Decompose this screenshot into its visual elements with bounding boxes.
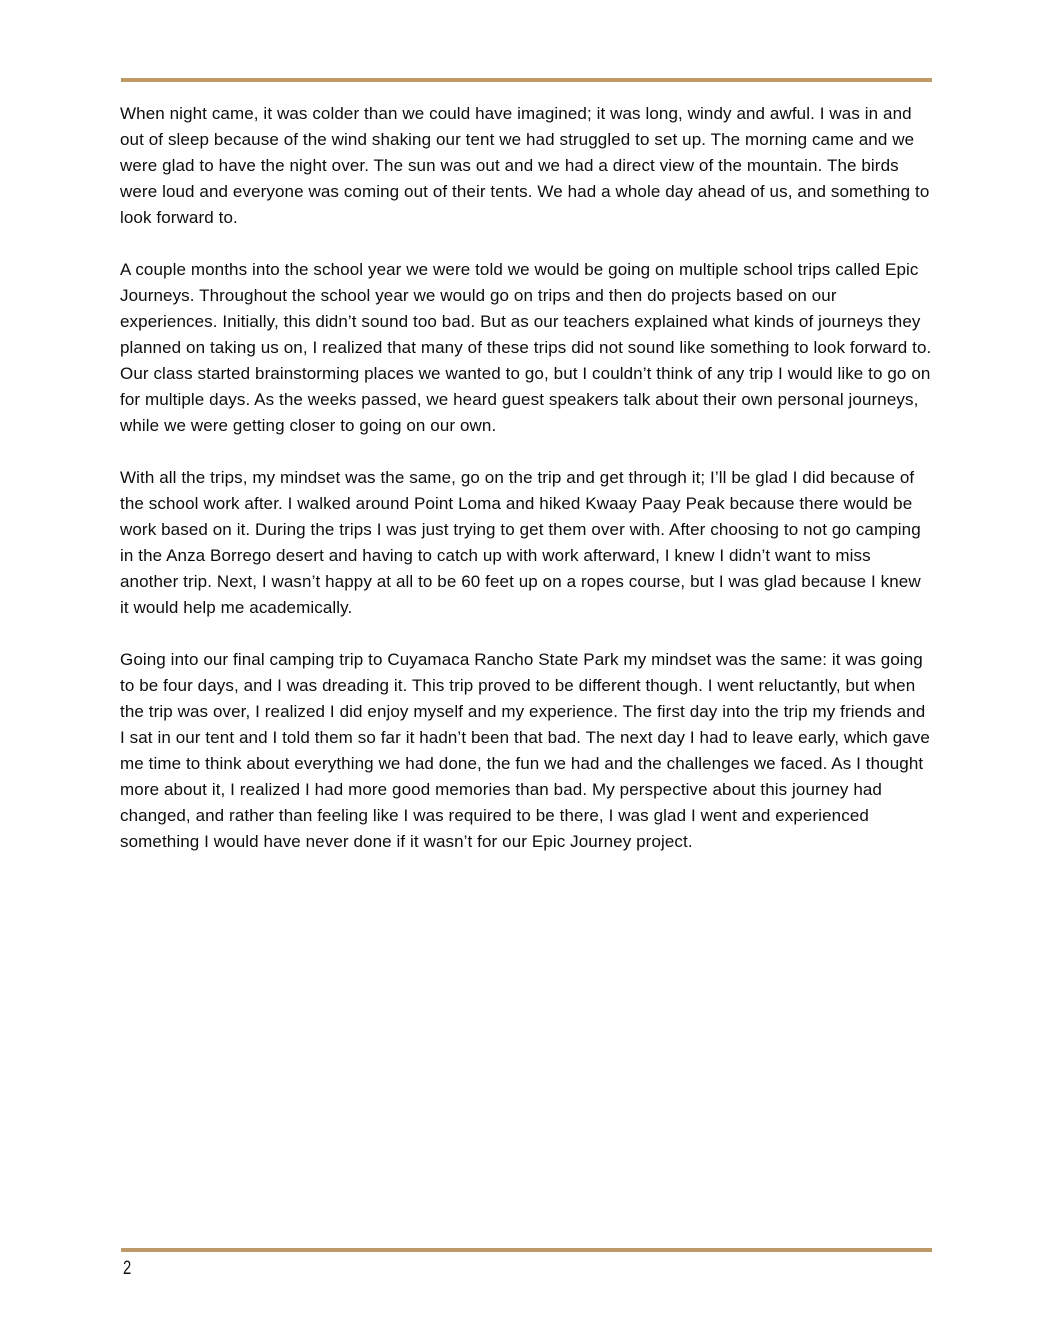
paragraph: A couple months into the school year we were told we would be going on multiple school trips called Epic Journeys. Throughout the school year we would go on trips and then do projects based on our experiences. Initially, this didn’t sound too bad. But as our teachers explained what kinds of journeys they planned on taking us on, I realized that many of these trips did not sound like something to look forward to. Our class started brainstorming places we wanted to go, but I couldn’t think of any trip I would like to go on for multiple days. As the weeks passed, we heard guest speakers talk about their own personal journeys, while we were getting closer to going on our own. bbox=[120, 260, 932, 435]
header-divider-rule bbox=[121, 78, 932, 82]
page-number: 2 bbox=[123, 1258, 132, 1279]
paragraph: With all the trips, my mindset was the same, go on the trip and get through it; I’ll be glad I did because of the school work after. I walked around Point Loma and hiked Kwaay Paay Peak because there would be work based on it. During the trips I was just trying to get them over with. After choosing to not go camping in the Anza Borrego desert and having to catch up with work afterward, I knew I didn’t want to miss another trip. Next, I wasn’t happy at all to be 60 feet up on a ropes course, but I was glad because I knew it would help me academically. bbox=[120, 468, 921, 617]
paragraph: Going into our final camping trip to Cuyamaca Rancho State Park my mindset was the same: it was going to be four days, and I was dreading it. This trip proved to be different though. I went reluctantly, but when the trip was over, I realized I did enjoy myself and my experience. The first day into the trip my friends and I sat in our tent and I told them so far it hadn’t been that bad. The next day I had to leave early, which gave me time to think about everything we had done, the fun we had and the challenges we faced. As I thought more about it, I realized I had more good memories than bad. My perspective about this journey had changed, and rather than feeling like I was required to be there, I was glad I went and experienced something I would have never done if it wasn’t for our Epic Journey project. bbox=[120, 650, 930, 851]
document-body bbox=[120, 101, 933, 881]
paragraph: When night came, it was colder than we could have imagined; it was long, windy and awful. I was in and out of sleep because of the wind shaking our tent we had struggled to set up. The morning came and we were glad to have the night over. The sun was out and we had a direct view of the mountain. The birds were loud and everyone was coming out of their tents. We had a whole day ahead of us, and something to look forward to. bbox=[120, 104, 930, 227]
footer-divider-rule bbox=[121, 1248, 932, 1252]
